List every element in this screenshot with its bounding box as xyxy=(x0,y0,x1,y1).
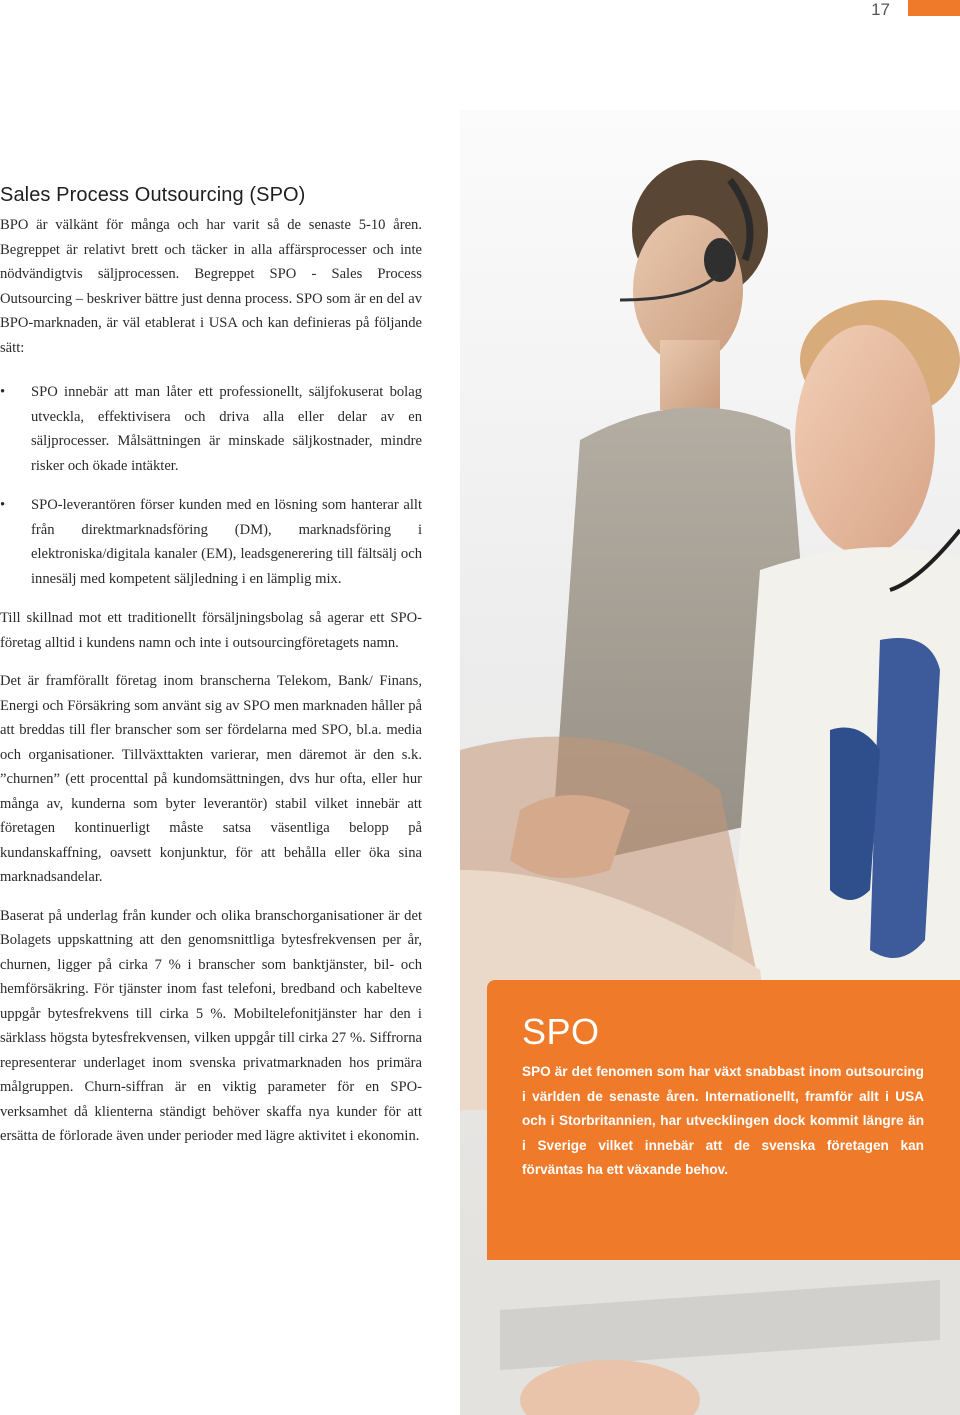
main-text-column xyxy=(0,184,422,1163)
intro-paragraph: BPO är välkänt för många och har varit så de senaste 5-10 åren. Begreppet är relativt brett och täcker in alla affärsprocesser och inte nödvändigtvis säljprocessen. Begreppet SPO - Sales Process Outsourcing – beskriver bättre just denna process. SPO som är en del av BPO-marknaden, är väl etablerat i USA och kan definieras på följande sätt: xyxy=(0,217,422,356)
callout-heading: SPO xyxy=(522,1011,600,1052)
corner-accent-tab xyxy=(908,0,960,16)
section-title: Sales Process Outsourcing (SPO) xyxy=(0,184,306,206)
bullet-icon: • xyxy=(0,497,6,513)
page-number: 17 xyxy=(871,0,890,19)
spo-callout-box xyxy=(487,980,960,1260)
body-paragraph-1: Till skillnad mot ett traditionellt försäljningsbolag så agerar ett SPO-företag alltid i kundens namn och inte i outsourcingföretagets namn. xyxy=(0,610,422,651)
page-header xyxy=(0,0,960,20)
body-paragraph-3: Baserat på underlag från kunder och olika branschorganisationer är det Bolagets uppskattning att den genomsnittliga bytesfrekvensen per år, churnen, ligger på cirka 7 % i branscher som banktjänster, bil- och hemförsäkring. För tjänster inom fast telefoni, bredband och kabelteve uppgår bytesfrekvens till cirka 5 %. Mobiltelefonitjänster har den i särklass högsta bytesfrekvensen, vilken uppgår till cirka 27 %. Siffrorna representerar underlaget inom svenska privatmarknaden hos primära målgruppen. Churn-siffran är en viktig parameter för en SPO-verksamhet då klienterna ständigt behöver skaffa nya kunder för att ersätta de förlorade även under perioder med lägre aktivitet i ekonomin. xyxy=(0,907,422,1144)
bullet-text: SPO-leverantören förser kunden med en lösning som hanterar allt från direktmarknadsföring (DM), marknadsföring i elektroniska/digitala kanaler (EM), leadsgenerering till fältsälj och innesälj med kompetent säljledning i en lämplig mix. xyxy=(31,497,422,587)
bullet-item xyxy=(0,380,422,478)
callout-text: SPO är det fenomen som har växt snabbast inom outsourcing i världen de senaste åren. Internationellt, framför allt i USA och i Storbritannien, har utvecklingen dock kommit längre än i Sverige vilket innebär att de svenska företagen kan förväntas ha ett växande behov. xyxy=(522,1064,924,1177)
bullet-list xyxy=(0,380,422,591)
body-paragraph-2: Det är framförallt företag inom branscherna Telekom, Bank/ Finans, Energi och Försäkring som använt sig av SPO men marknaden håller på att breddas till fler branscher som ser fördelarna med SPO, bl.a. media och organisationer. Tillväxttakten varierar, men däremot är den s.k. ”churnen” (ett procenttal på kundomsättningen, dvs hur ofta, eller hur många av, kunderna som byter leverantör) stabil vilket innebär att företagen kontinuerligt måste satsa väsentliga belopp på kundanskaffning, oavsett konjunktur, för att behålla eller öka sina marknadsandelar. xyxy=(0,673,422,885)
bullet-item xyxy=(0,493,422,591)
bullet-text: SPO innebär att man låter ett professionellt, säljfokuserat bolag utveckla, effektivisera och driva alla eller delar av en säljprocesser. Målsättningen är minskade säljkostnader, mindre risker och ökade intäkter. xyxy=(31,384,422,474)
bullet-icon: • xyxy=(0,384,6,400)
